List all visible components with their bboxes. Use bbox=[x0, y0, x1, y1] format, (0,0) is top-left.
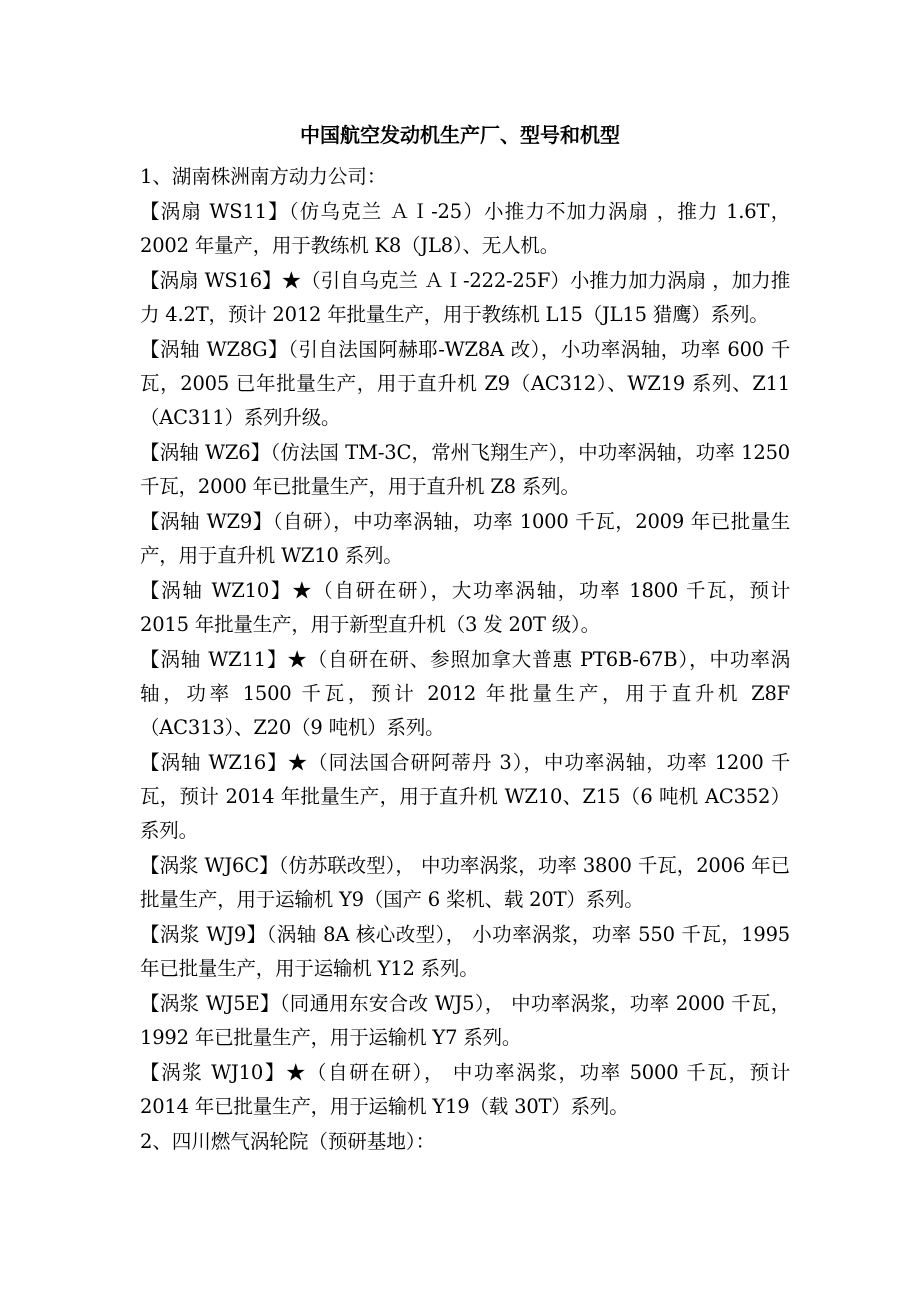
entry-wj9: 【涡浆 WJ9】（涡轴 8A 核心改型）， 小功率涡浆，功率 550 千瓦，1995 年已批量生产，用于运输机 Y12 系列。 bbox=[140, 923, 790, 980]
entry-wz8g: 【涡轴 WZ8G】（引自法国阿赫耶-WZ8A 改），小功率涡轴，功率 600 千瓦，2005 已年批量生产，用于直升机 Z9（AC312）、WZ19 系列、Z11（AC311）系列升级。 bbox=[140, 338, 790, 429]
entry-wz10: 【涡轴 WZ10】★（自研在研），大功率涡轴，功率 1800 千瓦，预计 2015 年批量生产，用于新型直升机（3 发 20T 级）。 bbox=[140, 579, 790, 636]
entry-wj10: 【涡浆 WJ10】★（自研在研）， 中功率涡浆，功率 5000 千瓦，预计 2014 年已批量生产，用于运输机 Y19（载 30T）系列。 bbox=[140, 1061, 790, 1118]
section-heading-2: 2、四川燃气涡轮院（预研基地）： bbox=[140, 1130, 436, 1153]
entry-ws16: 【涡扇 WS16】★（引自乌克兰 ＡＩ-222-25F）小推力加力涡扇 ，加力推力 4.2T，预计 2012 年批量生产，用于教练机 L15（JL15 猎鹰）系列。 bbox=[140, 269, 790, 326]
document-title: 中国航空发动机生产厂、型号和机型 bbox=[300, 123, 620, 147]
entry-wz11: 【涡轴 WZ11】★（自研在研、参照加拿大普惠 PT6B-67B），中功率涡轴，功率 1500 千瓦，预计 2012 年批量生产，用于直升机 Z8F（AC313）、Z20（9 吨机）系列。 bbox=[140, 648, 790, 739]
document-page bbox=[140, 118, 790, 1160]
entry-wz16: 【涡轴 WZ16】★（同法国合研阿蒂丹 3），中功率涡轴，功率 1200 千瓦，预计 2014 年批量生产，用于直升机 WZ10、Z15（6 吨机 AC352）系列。 bbox=[140, 751, 790, 842]
entry-wz6: 【涡轴 WZ6】（仿法国 TM-3C，常州飞翔生产），中功率涡轴，功率 1250 千瓦，2000 年已批量生产，用于直升机 Z8 系列。 bbox=[140, 441, 790, 498]
entry-wj6c: 【涡浆 WJ6C】（仿苏联改型）， 中功率涡浆，功率 3800 千瓦，2006 年已批量生产，用于运输机 Y9（国产 6 桨机、载 20T）系列。 bbox=[140, 854, 790, 911]
section-heading-1: 1、湖南株洲南方动力公司： bbox=[140, 165, 387, 188]
entry-wj5e: 【涡浆 WJ5E】（同通用东安合改 WJ5）， 中功率涡浆，功率 2000 千瓦，1992 年已批量生产，用于运输机 Y7 系列。 bbox=[140, 992, 790, 1049]
entry-wz9: 【涡轴 WZ9】（自研），中功率涡轴，功率 1000 千瓦，2009 年已批量生产，用于直升机 WZ10 系列。 bbox=[140, 510, 790, 567]
entry-ws11: 【涡扇 WS11】（仿乌克兰 ＡＩ-25）小推力不加力涡扇 ，推力 1.6T，2002 年量产，用于教练机 K8（JL8）、无人机。 bbox=[140, 200, 790, 257]
